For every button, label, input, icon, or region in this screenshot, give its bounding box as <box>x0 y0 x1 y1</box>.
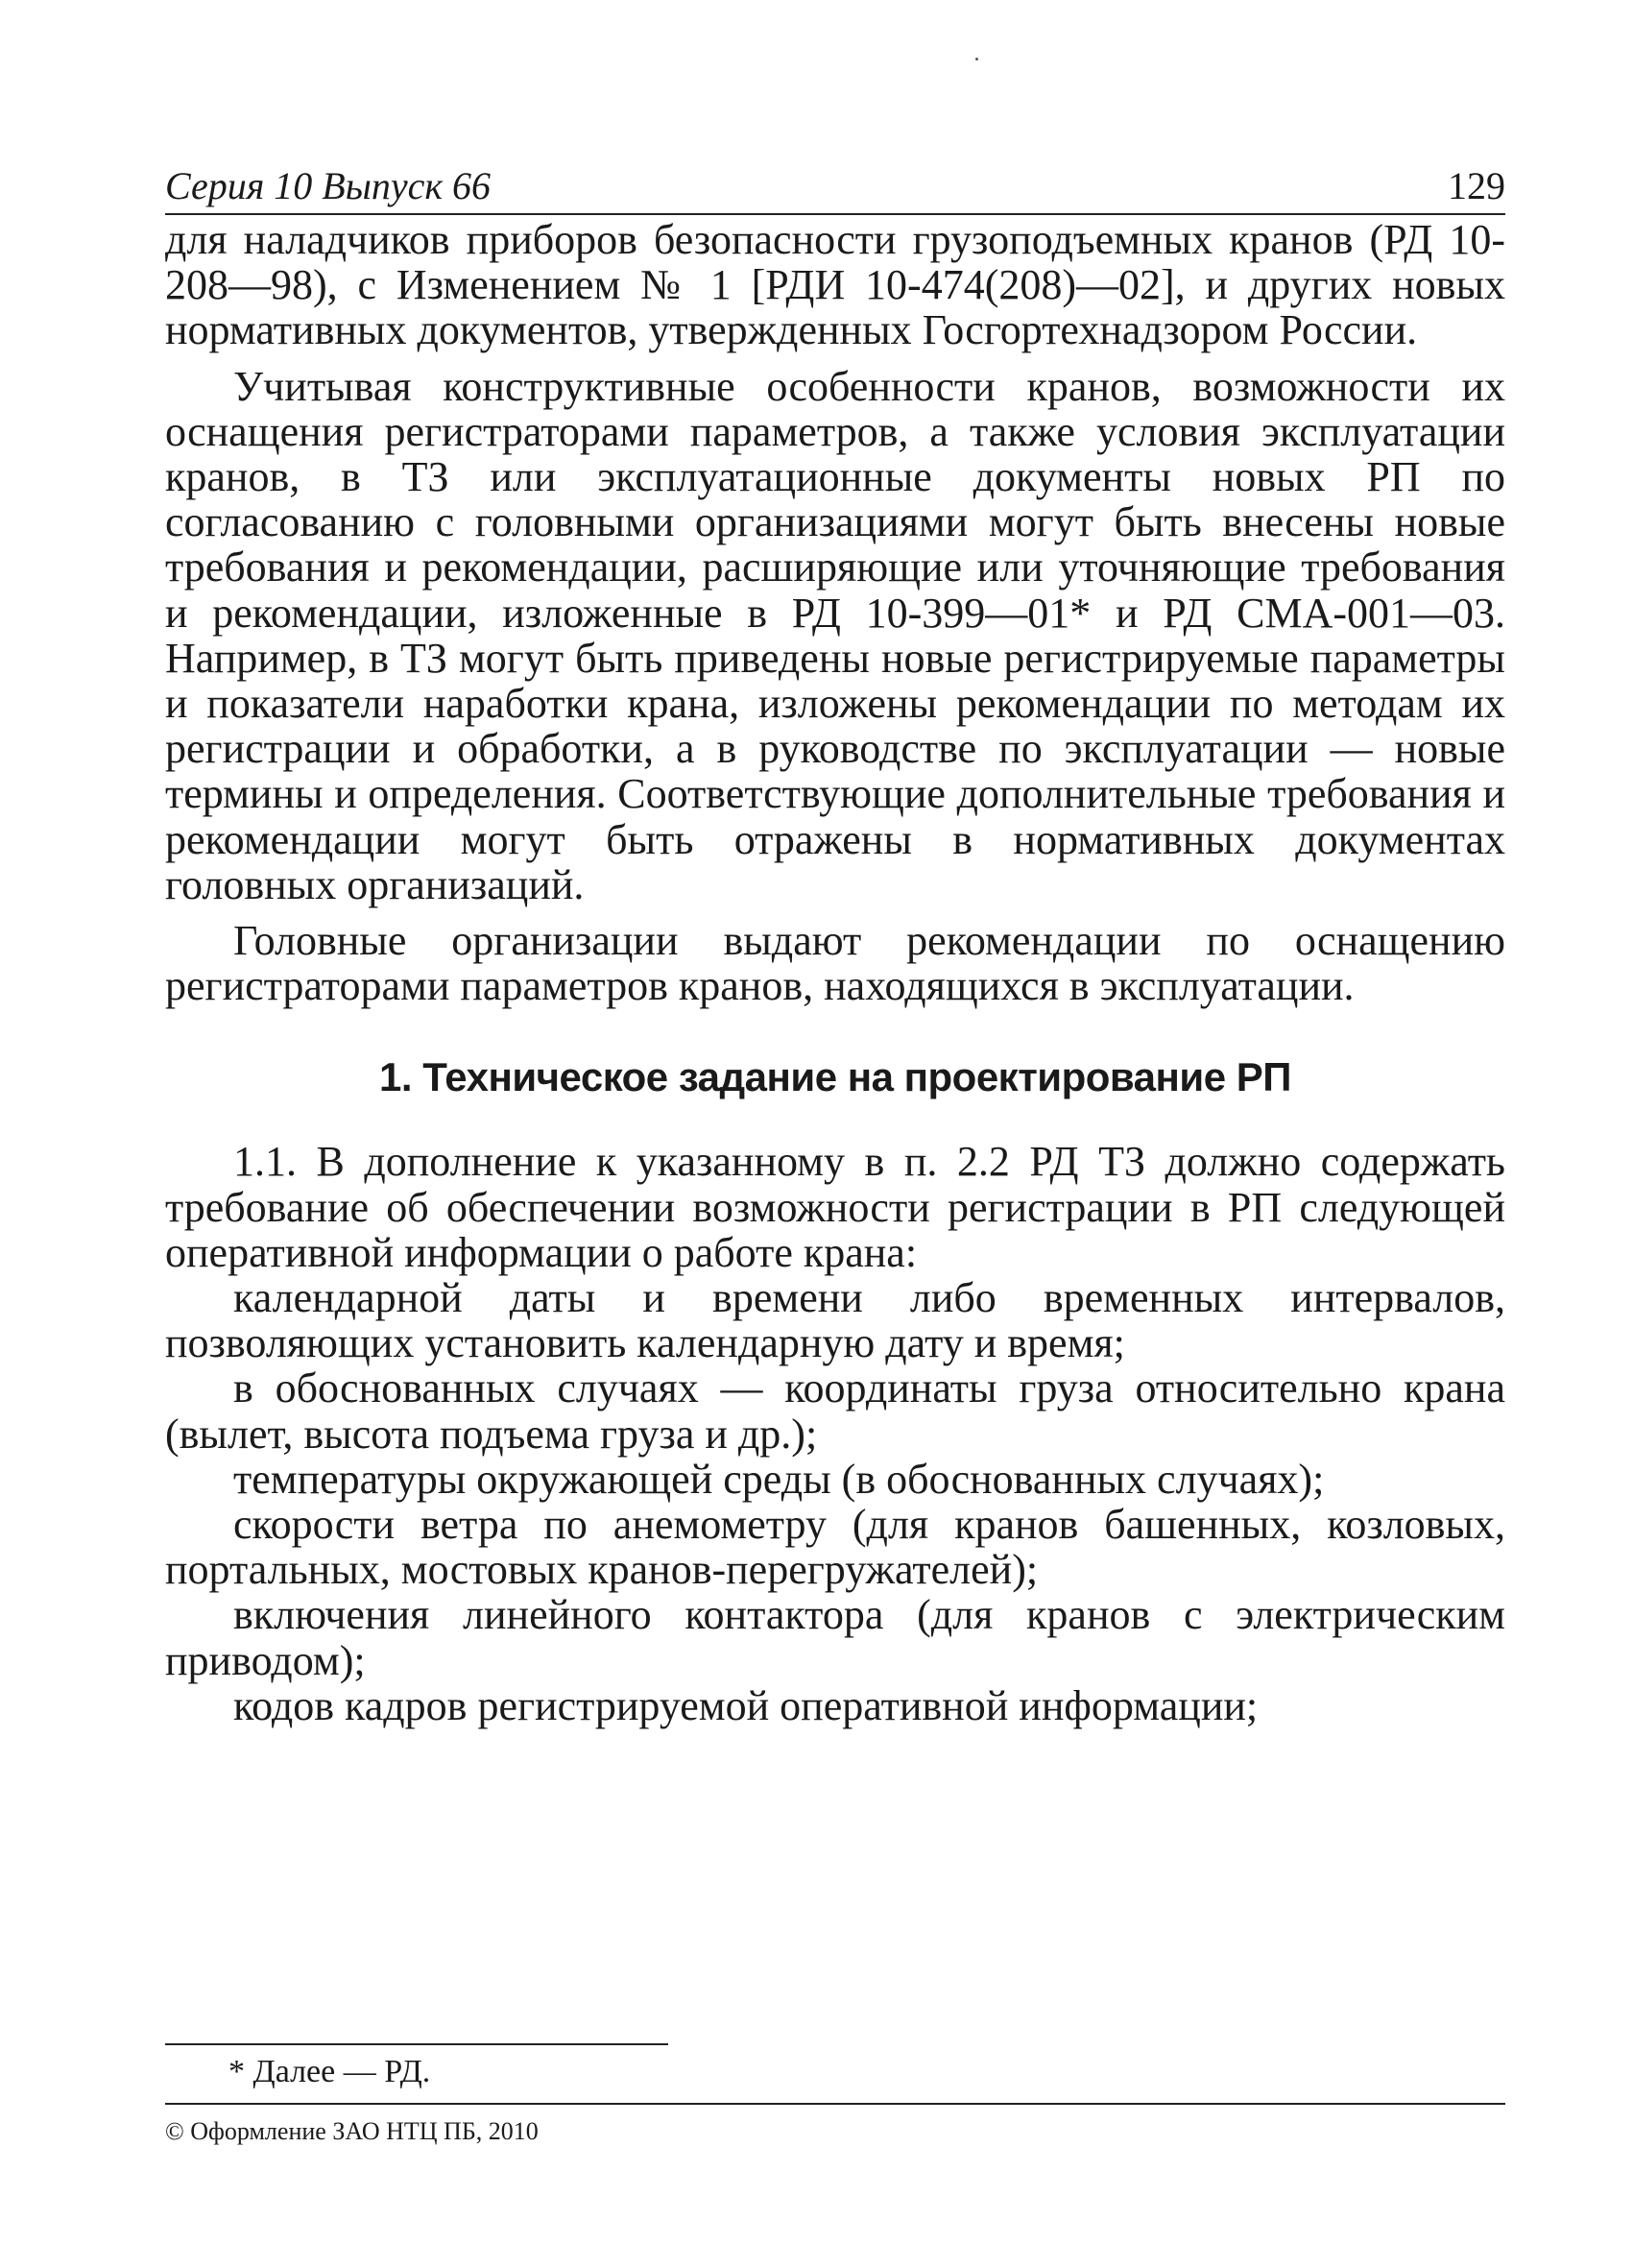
list-item: скорости ветра по анемометру (для кранов башенных, козловых, портальных, мостовых кранов-перегружателей); <box>165 1501 1505 1594</box>
list-item: включения линейного контактора (для кранов с электрическим приводом); <box>165 1591 1505 1684</box>
footer-rule <box>165 2103 1505 2105</box>
paragraph-continuation: для наладчиков приборов безопасности грузоподъемных кранов (РД 10-208—98), с Изменением № 1 [РДИ 10-474(208)—02], и других новых нормативных документов, утвержденных Госгортехнадзором России. <box>165 216 1505 354</box>
list-item: кодов кадров регистрируемой оперативной информации; <box>233 1681 1259 1729</box>
footnote-rule <box>165 2043 668 2045</box>
footnote: * Далее — РД. <box>228 2054 431 2089</box>
section-heading: 1. Техническое задание на проектирование РП <box>379 1054 1291 1100</box>
paragraph: Головные организации выдают рекомендации по оснащению регистраторами параметров кранов, находящихся в эксплуатации. <box>165 917 1505 1010</box>
main-text <box>165 217 1505 1728</box>
copyright-notice: © Оформление ЗАО НТЦ ПБ, 2010 <box>165 2117 539 2145</box>
series-label: Серия 10 Выпуск 66 <box>165 164 492 207</box>
list-item: температуры окружающей среды (в обоснованных случаях); <box>233 1455 1325 1503</box>
scan-dot <box>975 58 978 60</box>
list-item: в обоснованных случаях — координаты груза относительно крана (вылет, высота подъема груза и др.); <box>165 1364 1505 1458</box>
list-item: календарной даты и времени либо временных интервалов, позволяющих установить календарную дату и время; <box>165 1274 1505 1367</box>
paragraph: 1.1. В дополнение к указанному в п. 2.2 РД ТЗ должно содержать требование об обеспечении возможности регистрации в РП следующей оперативной информации о работе крана: <box>165 1138 1505 1276</box>
page-number: 129 <box>1448 164 1505 207</box>
running-header <box>165 161 1505 215</box>
header-rule <box>165 213 1505 215</box>
paragraph: Учитывая конструктивные особенности кранов, возможности их оснащения регистраторами параметров, а также условия эксплуатации кранов, в ТЗ или эксплуатационные документы новых РП по согласованию с головными организациями могут быть внесены новые требования и рекомендации, расширяющие или уточняющие требования и рекомендации, изложенные в РД 10-399—01* и РД СМА-001—03. Например, в ТЗ могут быть приведены новые регистрируемые параметры и показатели наработки крана, изложены рекомендации по методам их регистрации и обработки, а в руководстве по эксплуатации — новые термины и определения. Соответствующие дополнительные требования и рекомендации могут быть отражены в нормативных документах головных организаций. <box>165 362 1505 908</box>
